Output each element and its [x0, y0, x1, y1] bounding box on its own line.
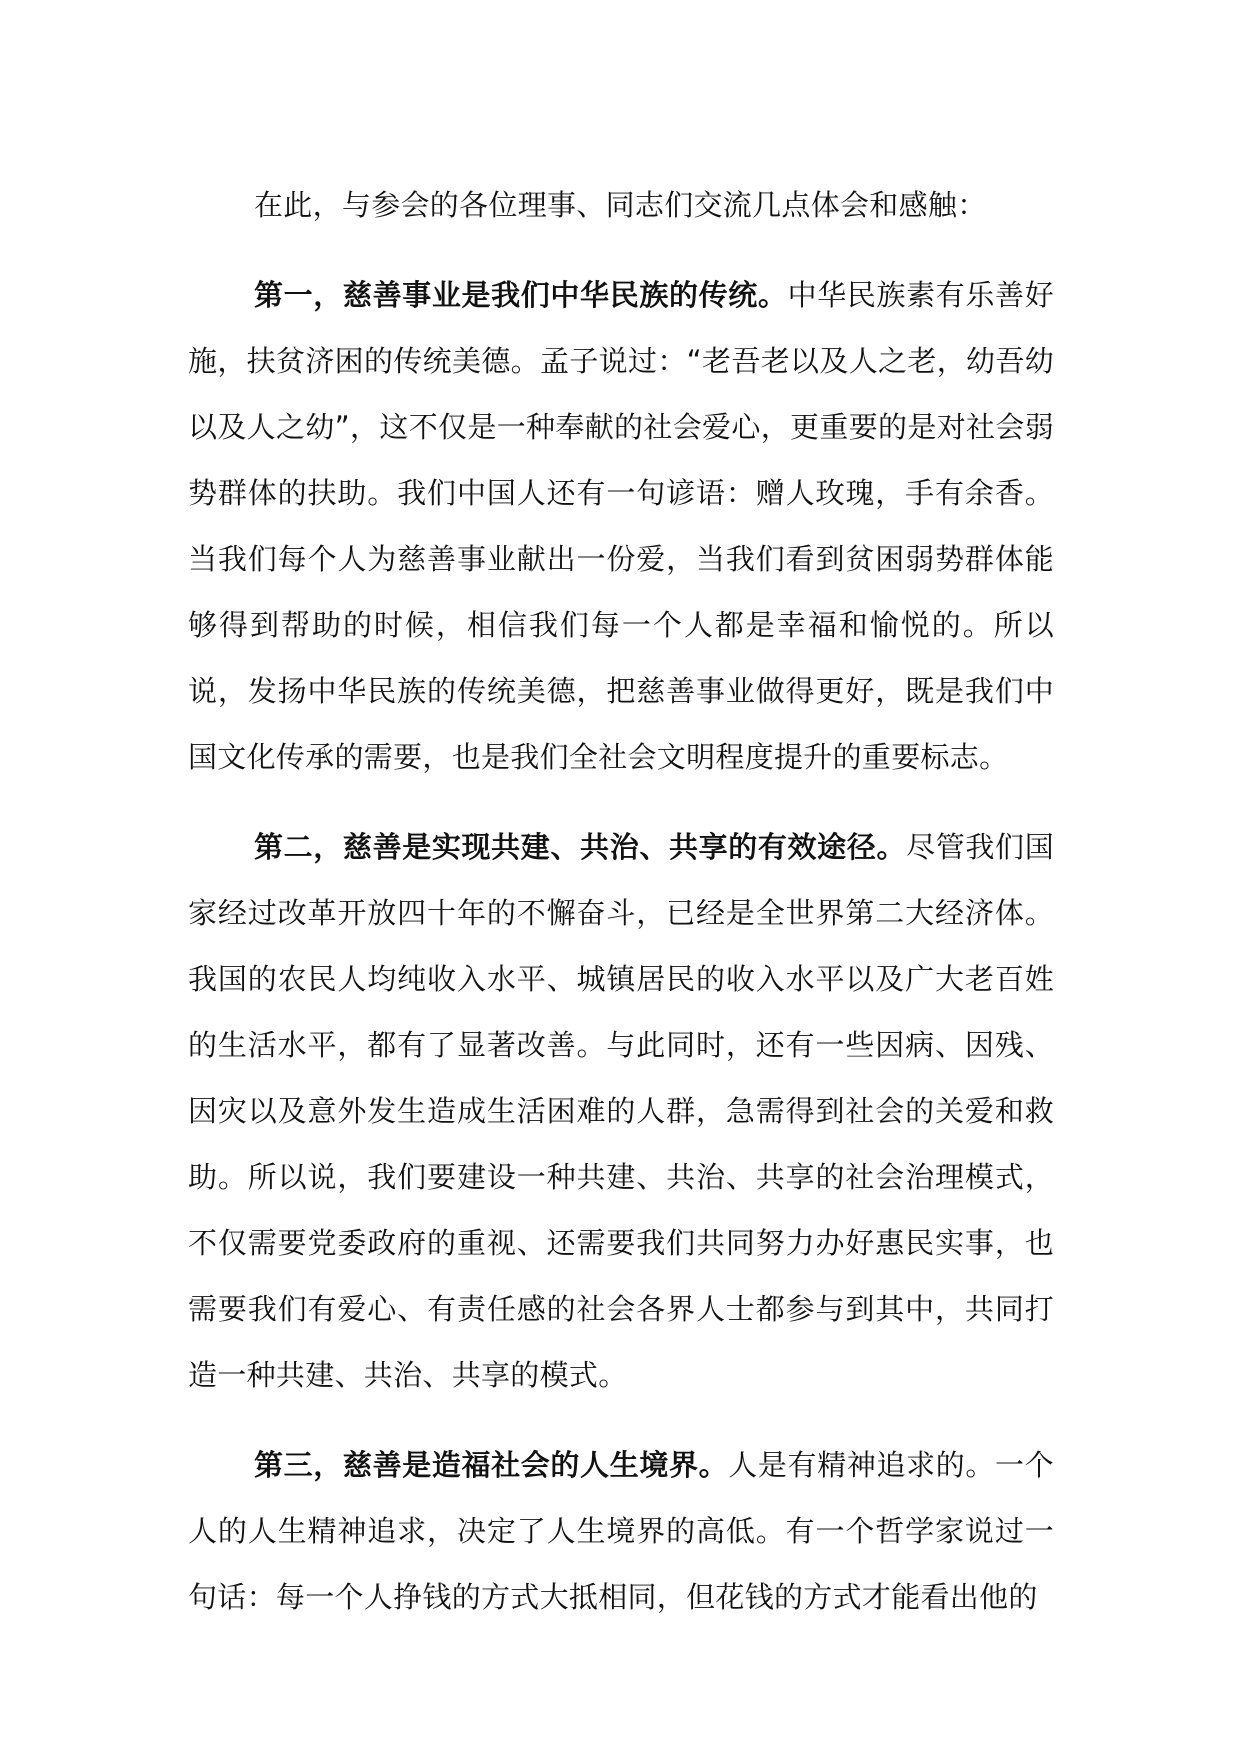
point-two-paragraph	[188, 814, 1054, 1408]
point-two-text: 尽管我们国家经过改革开放四十年的不懈奋斗，已经是全世界第二大经济体。我国的农民人均纯收入水平、城镇居民的收入水平以及广大老百姓的生活水平，都有了显著改善。与此同时，还有一些因病、因残、因灾以及意外发生造成生活困难的人群，急需得到社会的关爱和救助。所以说，我们要建设一种共建、共治、共享的社会治理模式，不仅需要党委政府的重视、还需要我们共同努力办好惠民实事，也需要我们有爱心、有责任感的社会各界人士都参与到其中，共同打造一种共建、共治、共享的模式。	[188, 830, 1054, 1392]
point-three-heading: 第三，慈善是造福社会的人生境界。	[254, 1448, 729, 1482]
intro-text: 在此，与参会的各位理事、同志们交流几点体会和感触：	[254, 188, 987, 222]
point-three-text: 人是有精神追求的。一个人的人生精神追求，决定了人生境界的高低。有一个哲学家说过一句话：每一个人挣钱的方式大抵相同，但花钱的方式才能看出他的	[188, 1448, 1054, 1614]
point-one-paragraph	[188, 262, 1054, 790]
point-one-text: 中华民族素有乐善好施，扶贫济困的传统美德。孟子说过：“老吾老以及人之老，幼吾幼以及人之幼”，这不仅是一种奉献的社会爱心，更重要的是对社会弱势群体的扶助。我们中国人还有一句谚语：赠人玫瑰，手有余香。当我们每个人为慈善事业献出一份爱，当我们看到贫困弱势群体能够得到帮助的时候，相信我们每一个人都是幸福和愉悦的。所以说，发扬中华民族的传统美德，把慈善事业做得更好，既是我们中国文化传承的需要，也是我们全社会文明程度提升的重要标志。	[188, 278, 1054, 774]
point-two-heading: 第二，慈善是实现共建、共治、共享的有效途径。	[254, 830, 907, 864]
document-body	[188, 172, 1054, 1630]
intro-paragraph	[188, 172, 1054, 238]
point-one-heading: 第一，慈善事业是我们中华民族的传统。	[254, 278, 788, 312]
point-three-paragraph	[188, 1432, 1054, 1630]
